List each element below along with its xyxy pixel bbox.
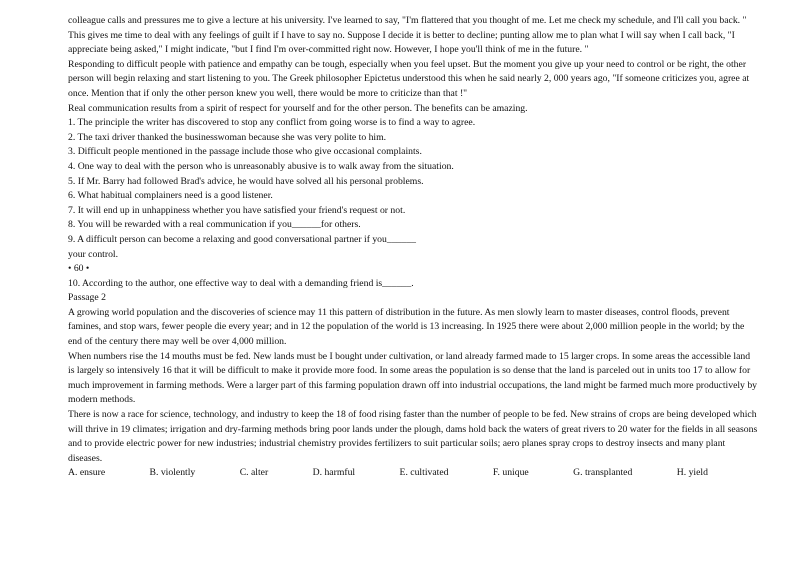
passage-2-paragraph-3: There is now a race for science, technology, and industry to keep the 18 of food rising faster than the number of people to be fed. New strains of crops are being developed which will thrive in 19 climates; irrigation and dry-farming methods bring poor lands under the plough, dams hold back the waters of great rivers to 20 water for the fields in all seasons and to provide electric power for new industries; industrial chemistry provides fertilizers to suit particular soils; aero planes spray crops to destroy insects and many plant diseases. <box>68 409 758 464</box>
question-10: 10. According to the author, one effective way to deal with a demanding friend is______. <box>68 277 414 289</box>
option-d: D. harmful <box>312 467 356 479</box>
page-number: • 60 • <box>68 263 90 275</box>
option-h: H. yield <box>676 467 708 479</box>
question-8: 8. You will be rewarded with a real communication if you______for others. <box>68 219 361 231</box>
question-9-continued: your control. <box>68 248 119 260</box>
question-1: 1. The principle the writer has discovered to stop any conflict from going worse is to find a way to agree. <box>68 117 476 129</box>
paragraph-2: This gives me time to deal with any feelings of guilt if I have to say no. Suppose I decide it is better to decline; punting allow me to plan what I will say when I call back, "I appreciate being asked," I might indicate, "but I find I'm over-committed right now. However, I hope you'll think of me in the future. " <box>68 29 735 56</box>
question-5: 5. If Mr. Barry had followed Brad's advice, he would have solved all his personal problems. <box>68 175 424 187</box>
question-2: 2. The taxi driver thanked the businesswoman because she was very polite to him. <box>68 131 387 143</box>
question-6: 6. What habitual complainers need is a good listener. <box>68 190 273 202</box>
passage-heading: Passage 2 <box>68 292 106 304</box>
option-e: E. cultivated <box>399 467 449 479</box>
paragraph-3: Responding to difficult people with patience and empathy can be tough, especially when you feel upset. But the moment you give up your need to control or be right, the other person will begin relaxing and start listening to you. The Greek philosopher Epictetus understood this when he said nearly 2, 000 years ago, "If someone criticizes you, agree at once. Mention that if only the other person knew you well, there would be more to criticize than that !" <box>68 58 750 99</box>
question-7: 7. It will end up in unhappiness whether you have satisfied your friend's request or not. <box>68 204 406 216</box>
question-4: 4. One way to deal with the person who is unreasonably abusive is to walk away from the situation. <box>68 160 454 172</box>
question-3: 3. Difficult people mentioned in the passage include those who give occasional complaints. <box>68 146 422 158</box>
document-page <box>68 14 758 481</box>
option-b: B. violently <box>149 467 196 479</box>
passage-2-paragraph-2: When numbers rise the 14 mouths must be fed. New lands must be I bought under cultivation, or land already farmed made to 15 larger crops. In some areas the accessible land is largely so intensively 16 that it will be difficult to make it provide more food. In some areas the population is so dense that the land is parceled out in units too 17 to allow for much improvement in farming methods. Were a larger part of this farming population drawn off into industrial occupations, the land might be farmed much more productively by modern methods. <box>68 350 758 406</box>
option-a: A. ensure <box>68 467 106 479</box>
question-9: 9. A difficult person can become a relaxing and good conversational partner if you______ <box>68 233 416 245</box>
answer-options <box>68 466 708 481</box>
passage-2-paragraph-1: A growing world population and the discoveries of science may 11 this pattern of distribution in the future. As men slowly learn to master diseases, control floods, prevent famines, and stop wars, fewer people die every year; and in 12 the population of the world is 13 increasing. In 1925 there were about 2,000 million people in the world; by the end of the century there may well be over 4,000 million. <box>68 306 745 348</box>
option-f: F. unique <box>492 467 529 479</box>
paragraph-4: Real communication results from a spirit of respect for yourself and for the other person. The benefits can be amazing. <box>68 102 528 114</box>
option-c: C. alter <box>239 467 269 479</box>
paragraph-1: colleague calls and pressures me to give a lecture at his university. I've learned to say, "I'm flattered that you thought of me. Let me check my schedule, and I'll call you back. " <box>68 15 747 26</box>
option-g: G. transplanted <box>573 467 633 479</box>
